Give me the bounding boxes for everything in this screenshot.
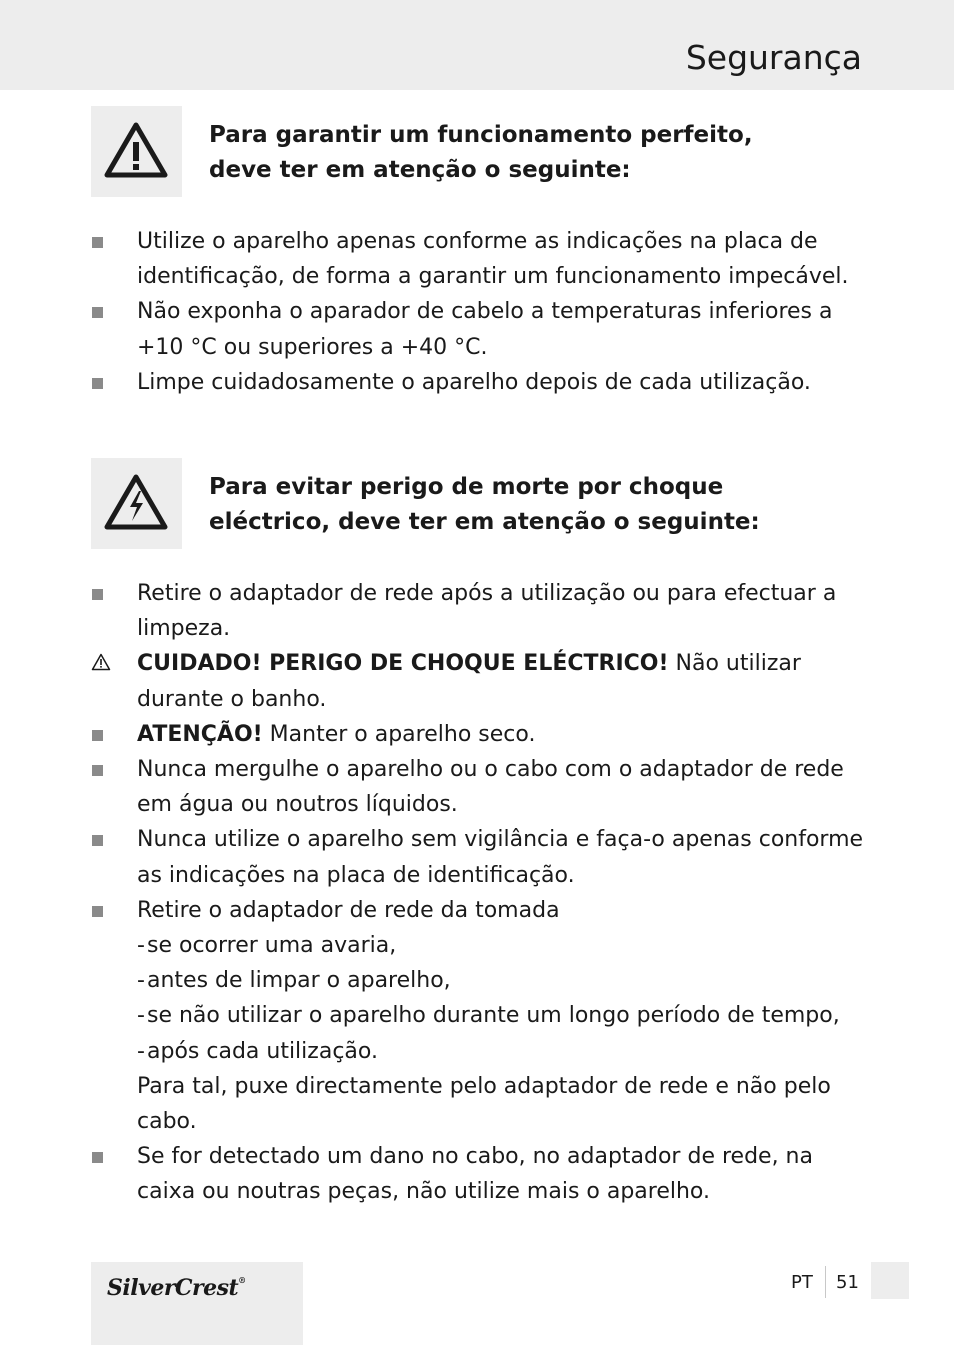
warning-icon-box	[91, 106, 182, 197]
electric-shock-warning-icon	[103, 472, 169, 532]
bullet-square-icon	[92, 730, 103, 741]
bullet-square-icon	[92, 765, 103, 776]
bullet-square-icon	[92, 237, 103, 248]
sub-item: -antes de limpar o aparelho,	[137, 968, 451, 994]
list-item: CUIDADO! PERIGO DE CHOQUE ELÉCTRICO! Não utilizar durante o banho.	[91, 646, 871, 716]
bullet-square-icon	[92, 835, 103, 846]
warning-triangle-icon	[103, 120, 169, 180]
list-item: Utilize o aparelho apenas conforme as indicações na placa de identificação, de forma a garantir um funcionamento impecável.	[91, 224, 871, 294]
warning-triangle-icon	[91, 653, 111, 671]
brand-logo: SilverCrest®	[107, 1275, 246, 1301]
list-item: Retire o adaptador de rede após a utilização ou para efectuar a limpeza.	[91, 576, 871, 646]
bullet-square-icon	[92, 589, 103, 600]
section-heading-function: Para garantir um funcionamento perfeito, deve ter em atenção o seguinte:	[209, 122, 753, 183]
page-tab-marker	[871, 1262, 909, 1299]
page-number: 51	[836, 1272, 859, 1293]
list-item: Não exponha o aparador de cabelo a temperaturas inferiores a +10 °C ou superiores a +40 °C.	[91, 294, 871, 364]
bullet-square-icon	[92, 378, 103, 389]
bullet-square-icon	[92, 307, 103, 318]
list-item: Retire o adaptador de rede da tomada -se ocorrer uma avaria, -antes de limpar o aparelho, -se não utilizar o aparelho durante um longo período de tempo, -após cada utilização. Para tal, puxe directamente pelo adaptador de rede e não pelo cabo.	[91, 893, 871, 1139]
list-item: Se for detectado um dano no cabo, no adaptador de rede, na caixa ou noutras peças, não utilize mais o aparelho.	[91, 1139, 871, 1209]
sub-item: -se ocorrer uma avaria,	[137, 933, 397, 959]
list-item: Nunca utilize o aparelho sem vigilância e faça-o apenas conforme as indicações na placa de identificação.	[91, 822, 871, 892]
function-safety-list	[91, 224, 871, 400]
page-header	[0, 0, 954, 90]
sub-item: -após cada utilização.	[137, 1038, 378, 1064]
electric-warning-icon-box	[91, 458, 182, 549]
bullet-square-icon	[92, 906, 103, 917]
footer-divider	[825, 1266, 826, 1298]
electric-safety-list	[91, 576, 871, 1210]
sub-item: -se não utilizar o aparelho durante um longo período de tempo,	[137, 1003, 840, 1029]
list-item: Nunca mergulhe o aparelho ou o cabo com o adaptador de rede em água ou noutros líquidos.	[91, 752, 871, 822]
list-item: ATENÇÃO! Manter o aparelho seco.	[91, 717, 871, 752]
section-heading-electric: Para evitar perigo de morte por choque eléctrico, deve ter em atenção o seguinte:	[209, 474, 760, 535]
bullet-square-icon	[92, 1152, 103, 1163]
page-title: Segurança	[685, 38, 862, 77]
list-item: Limpe cuidadosamente o aparelho depois de cada utilização.	[91, 365, 871, 400]
language-code: PT	[791, 1272, 813, 1293]
brand-logo-box	[91, 1262, 303, 1345]
